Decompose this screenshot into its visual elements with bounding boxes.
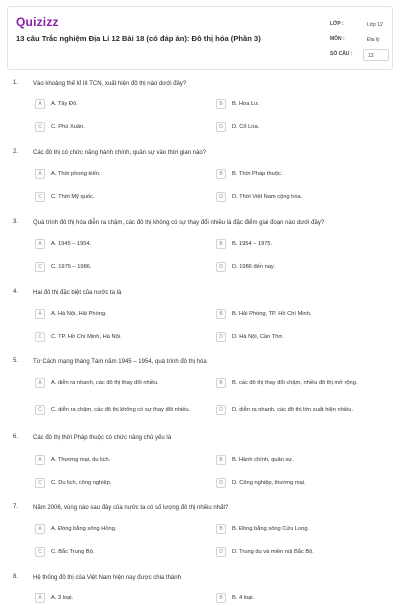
question-number: 7. (13, 504, 19, 510)
option-letter: D (216, 405, 226, 415)
option-text: A. 1945 – 1954. (51, 240, 92, 247)
question-number: 8. (13, 574, 19, 580)
option-letter: B (216, 169, 226, 179)
option-letter: C (35, 478, 45, 488)
option-text: B. Hải Phòng, TP. Hồ Chí Minh. (232, 310, 312, 317)
option-c[interactable] (35, 329, 183, 345)
option-letter: B (216, 378, 226, 388)
question-text: Các đô thị có chức năng hành chính, quân sự vào thời gian nào? (33, 150, 207, 156)
option-d[interactable] (216, 119, 364, 135)
option-a[interactable] (35, 306, 183, 322)
question-text: Quá trình đô thị hóa diễn ra chậm, các đô thị không có sự thay đổi nhiều là đặc điểm giai đoạn nào dưới đây? (33, 220, 325, 226)
meta-label: LỚP : (330, 21, 344, 27)
option-text: A. Đồng bằng sông Hồng. (51, 525, 117, 532)
option-c[interactable] (35, 544, 183, 560)
option-letter: D (216, 547, 226, 557)
option-a[interactable] (35, 452, 183, 468)
page-title: 13 câu Trắc nghiệm Địa Lí 12 Bài 18 (có đáp án): Đô thị hóa (Phần 3) (16, 34, 261, 43)
option-text: C. Phú Xuân. (51, 123, 85, 130)
worksheet-header (7, 6, 393, 70)
option-text: A. Tây Đô. (51, 100, 78, 107)
option-letter: A (35, 239, 45, 249)
option-text: C. Du lịch, công nghiệp. (51, 479, 112, 486)
meta-label: MÔN : (330, 36, 345, 42)
option-letter: B (216, 239, 226, 249)
option-letter: D (216, 262, 226, 272)
option-text: B. 1954 – 1975. (232, 240, 273, 247)
option-a[interactable] (35, 96, 183, 112)
meta-value: Địa lý (367, 37, 380, 43)
option-text: D. Thời Việt Nam cộng hòa. (232, 193, 303, 200)
option-text: C. Thời Mỹ quốc. (51, 193, 95, 200)
question-text: Năm 2006, vùng nào sau đây của nước ta có số lượng đô thị nhiều nhất? (33, 505, 229, 511)
option-c[interactable] (35, 400, 205, 420)
option-text: C. diễn ra chậm, các đô thị không có sự thay đổi nhiều. (51, 406, 191, 413)
option-a[interactable] (35, 236, 183, 252)
question-text: Hai đô thị đặc biệt của nước ta là (33, 290, 122, 296)
option-text: D. Hà Nội, Cần Thơ. (232, 333, 284, 340)
option-letter: A (35, 455, 45, 465)
option-text: A. Hà Nội, Hải Phòng. (51, 310, 107, 317)
option-text: A. diễn ra nhanh, các đô thị thay đổi nhiều. (51, 379, 159, 386)
option-letter: C (35, 405, 45, 415)
option-text: A. Thời phong kiến. (51, 170, 101, 177)
option-letter: A (35, 524, 45, 534)
option-letter: D (216, 478, 226, 488)
option-c[interactable] (35, 189, 183, 205)
option-letter: A (35, 378, 45, 388)
option-letter: A (35, 593, 45, 603)
option-b[interactable] (216, 590, 364, 606)
option-text: C. Bắc Trung Bộ. (51, 548, 95, 555)
question-number: 4. (13, 289, 19, 295)
meta-grade (330, 19, 388, 32)
option-text: D. diễn ra nhanh, các đô thị lớn xuất hiện nhiều. (232, 406, 354, 413)
option-a[interactable] (35, 166, 183, 182)
question-text: Từ Cách mạng tháng Tám năm 1945 – 1954, quá trình đô thị hóa (33, 359, 207, 365)
question-number: 1. (13, 80, 19, 86)
question-number: 2. (13, 149, 19, 155)
option-text: A. 3 loại. (51, 594, 74, 601)
meta-value: Lớp 12 (367, 22, 383, 28)
option-text: B. Thời Pháp thuộc. (232, 170, 283, 177)
question-text: Hệ thống đô thị của Việt Nam hiện nay được chia thành (33, 575, 181, 581)
option-text: A. Thương mại, du lịch. (51, 456, 111, 463)
option-letter: B (216, 524, 226, 534)
option-a[interactable] (35, 375, 205, 391)
meta-label: SỐ CÂU : (330, 51, 353, 57)
option-text: B. Đồng bằng sông Cửu Long. (232, 525, 310, 532)
option-letter: D (216, 192, 226, 202)
meta-question-count (330, 49, 388, 62)
option-b[interactable] (216, 166, 364, 182)
option-text: B. các đô thị thay đổi chậm, nhiều đô thị mở rộng. (232, 379, 358, 386)
option-letter: B (216, 593, 226, 603)
option-c[interactable] (35, 475, 183, 491)
option-text: D. Trung du và miền núi Bắc Bộ. (232, 548, 314, 555)
option-letter: C (35, 192, 45, 202)
option-letter: D (216, 122, 226, 132)
meta-subject (330, 34, 388, 47)
question-number: 3. (13, 219, 19, 225)
question-text: Các đô thị thời Pháp thuộc có chức năng chủ yếu là (33, 435, 172, 441)
question-number: 6. (13, 434, 19, 440)
option-c[interactable] (35, 119, 183, 135)
option-letter: C (35, 262, 45, 272)
option-b[interactable] (216, 375, 386, 391)
option-b[interactable] (216, 521, 364, 537)
option-a[interactable] (35, 590, 183, 606)
option-text: B. Hành chính, quân sự. (232, 456, 294, 463)
option-text: D. Công nghiệp, thương mại. (232, 479, 306, 486)
option-b[interactable] (216, 306, 364, 322)
option-letter: A (35, 99, 45, 109)
option-text: C. TP. Hồ Chí Minh, Hà Nội. (51, 333, 122, 340)
option-letter: C (35, 122, 45, 132)
option-letter: A (35, 169, 45, 179)
option-d[interactable] (216, 402, 386, 418)
option-d[interactable] (216, 259, 364, 275)
option-text: B. 4 loại. (232, 594, 255, 601)
option-d[interactable] (216, 189, 364, 205)
option-c[interactable] (35, 259, 183, 275)
option-letter: A (35, 309, 45, 319)
quizizz-logo: Quizizz (16, 15, 59, 29)
option-letter: C (35, 547, 45, 557)
option-b[interactable] (216, 96, 364, 112)
option-d[interactable] (216, 544, 364, 560)
option-letter: D (216, 332, 226, 342)
option-text: D. 1986 đến nay. (232, 263, 275, 270)
option-letter: B (216, 455, 226, 465)
option-b[interactable] (216, 452, 364, 468)
meta-value: 13 (363, 49, 389, 61)
option-text: C. 1975 – 1986. (51, 263, 92, 270)
option-letter: B (216, 99, 226, 109)
option-a[interactable] (35, 521, 183, 537)
question-text: Vào khoảng thế kỉ III TCN, xuất hiện đô thị nào dưới đây? (33, 81, 187, 87)
option-letter: C (35, 332, 45, 342)
option-d[interactable] (216, 475, 364, 491)
option-b[interactable] (216, 236, 364, 252)
option-d[interactable] (216, 329, 364, 345)
question-number: 5. (13, 358, 19, 364)
option-text: B. Hoa Lư. (232, 100, 260, 107)
option-letter: B (216, 309, 226, 319)
option-text: D. Cổ Loa. (232, 123, 260, 130)
